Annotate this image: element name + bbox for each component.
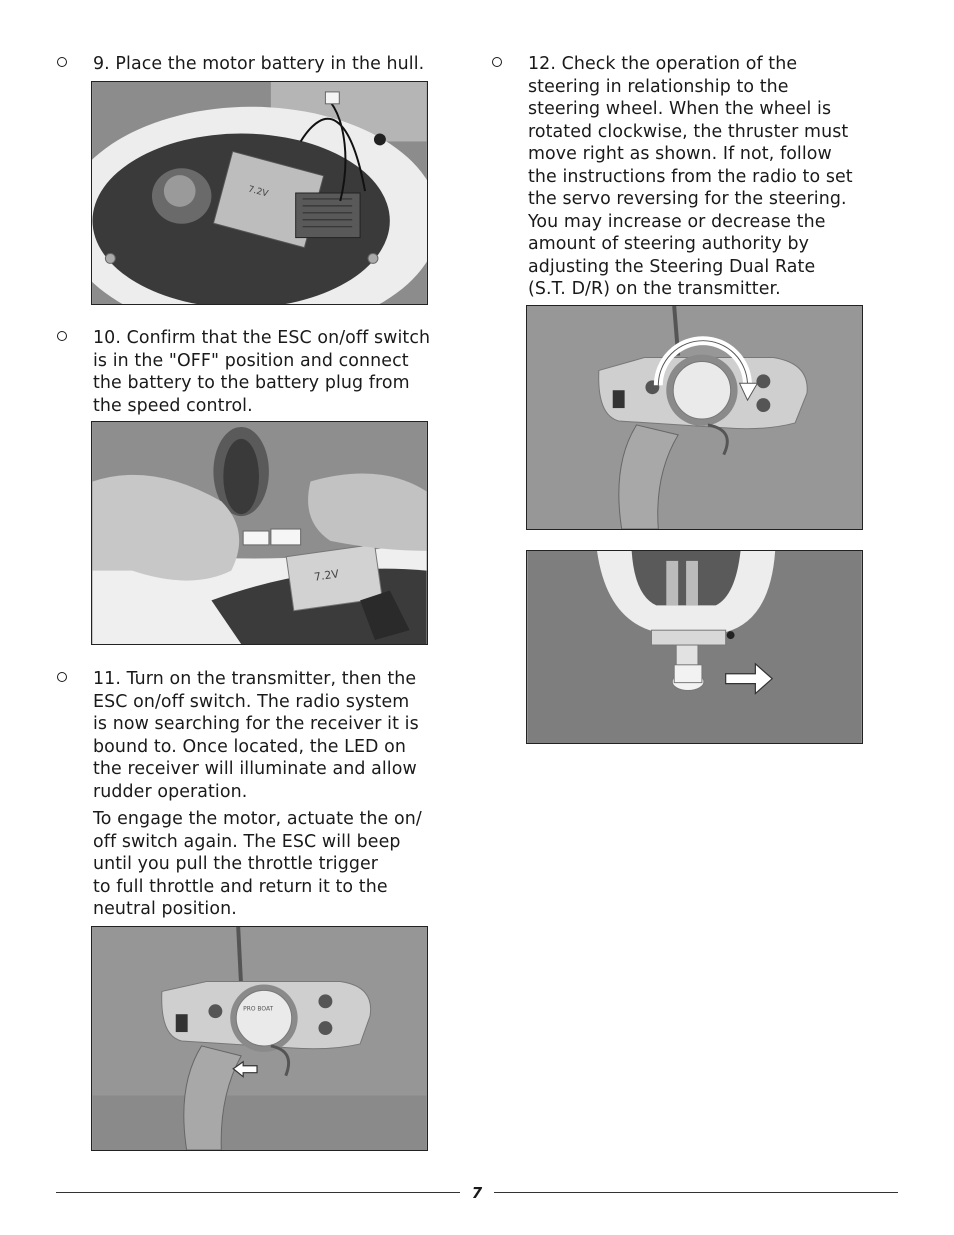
step-11-extra-line: to full throttle and return it to the <box>93 876 388 897</box>
transmitter-brand: PRO BOAT <box>243 1005 274 1013</box>
transmitter-wheel-image <box>527 306 862 529</box>
step-12-line: rotated clockwise, the thruster must <box>528 121 849 142</box>
step-10-line: the battery to the battery plug from <box>93 373 410 393</box>
step-12-line: (S.T. D/R) on the transmitter. <box>528 279 781 299</box>
photo-thruster-right <box>526 550 863 744</box>
step-12 <box>528 53 908 301</box>
checkbox-bullet-icon[interactable] <box>57 331 67 341</box>
connect-battery-image <box>92 422 427 644</box>
step-11-line: rudder operation. <box>93 781 248 802</box>
step-12-line: You may increase or decrease the <box>528 211 826 232</box>
step-10 <box>93 327 473 417</box>
step-12-line: amount of steering authority by <box>528 234 809 254</box>
step-11-line: ESC on/off switch. The radio system <box>93 691 410 712</box>
step-12-line: steering wheel. When the wheel is <box>528 99 832 119</box>
battery-label-2: 7.2V <box>313 567 340 584</box>
photo-transmitter-throttle <box>91 926 428 1151</box>
checkbox-bullet-icon[interactable] <box>492 57 502 67</box>
photo-transmitter-wheel <box>526 305 863 530</box>
step-10-line: is in the "OFF" position and connect <box>93 350 409 371</box>
thruster-right-image <box>527 551 862 743</box>
step-11 <box>93 668 473 921</box>
step-11-line: 11. Turn on the transmitter, then the <box>93 669 417 689</box>
step-12-line: move right as shown. If not, follow <box>528 144 832 164</box>
footer-rule-left <box>56 1192 460 1193</box>
step-11-extra-line: until you pull the throttle trigger <box>93 854 379 874</box>
footer-rule-right <box>494 1192 898 1193</box>
step-12-line: the servo reversing for the steering. <box>528 189 847 209</box>
step-11-extra-line: neutral position. <box>93 899 237 919</box>
photo-battery-in-hull <box>91 81 428 305</box>
step-12-line: the instructions from the radio to set <box>528 166 853 187</box>
step-11-line: is now searching for the receiver it is <box>93 714 419 734</box>
step-10-line: the speed control. <box>93 395 253 416</box>
step-11-extra-line: off switch again. The ESC will beep <box>93 831 401 852</box>
step-11-extra-line: To engage the motor, actuate the on/ <box>93 809 422 829</box>
step-9-line: 9. Place the motor battery in the hull. <box>93 54 425 74</box>
step-9 <box>93 53 473 76</box>
step-11-line: the receiver will illuminate and allow <box>93 759 417 779</box>
transmitter-throttle-image <box>92 927 427 1150</box>
step-11-line: bound to. Once located, the LED on <box>93 736 407 757</box>
checkbox-bullet-icon[interactable] <box>57 57 67 67</box>
page-number: 7 <box>471 1184 483 1202</box>
photo-connect-battery <box>91 421 428 645</box>
battery-label-1: 7.2V <box>246 184 270 200</box>
checkbox-bullet-icon[interactable] <box>57 672 67 682</box>
step-10-line: 10. Confirm that the ESC on/off switch <box>93 328 431 348</box>
battery-in-hull-image <box>92 82 427 304</box>
step-12-line: adjusting the Steering Dual Rate <box>528 256 816 277</box>
step-12-line: 12. Check the operation of the <box>528 54 798 74</box>
step-12-line: steering in relationship to the <box>528 76 789 97</box>
